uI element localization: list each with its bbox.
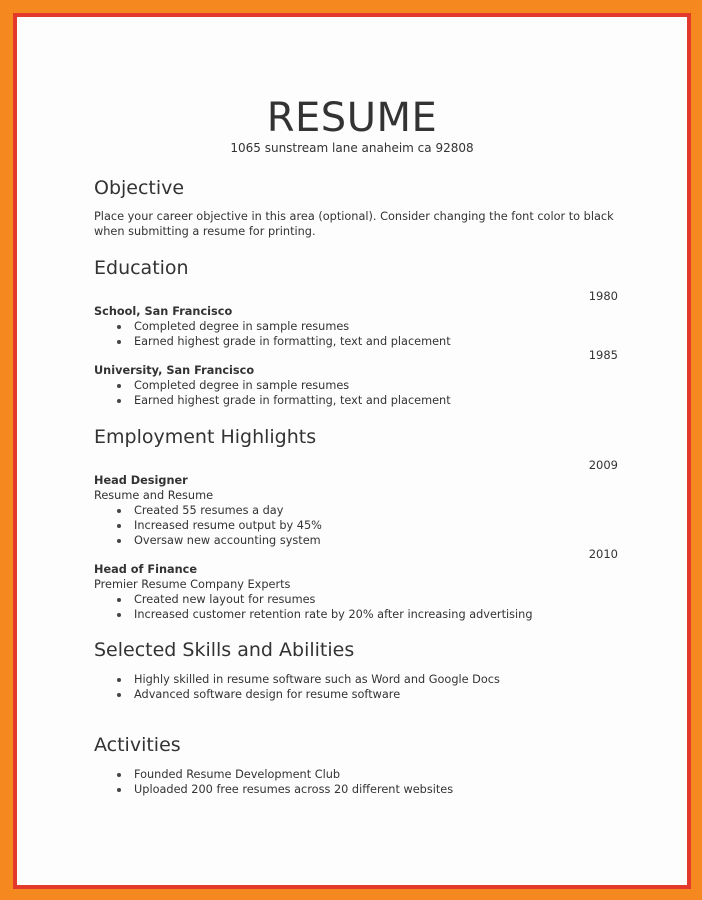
education-school: University, San Francisco	[94, 364, 255, 377]
address-line: 1065 sunstream lane anaheim ca 92808	[230, 141, 474, 155]
education-year: 1985	[588, 348, 618, 362]
list-item: Earned highest grade in formatting, text and placement	[114, 334, 451, 349]
skills-bullets	[114, 672, 500, 702]
education-school: School, San Francisco	[94, 305, 233, 318]
company-name: Premier Resume Company Experts	[94, 578, 291, 591]
education-bullets	[114, 378, 451, 408]
skills-heading: Selected Skills and Abilities	[94, 639, 355, 661]
employment-bullets	[114, 592, 533, 622]
activities-heading: Activities	[94, 734, 181, 756]
employment-bullets	[114, 503, 322, 548]
education-heading: Education	[94, 257, 189, 279]
list-item: Increased customer retention rate by 20% after increasing advertising	[114, 607, 533, 622]
document-frame	[13, 13, 691, 889]
resume-page	[17, 17, 687, 885]
job-title: Head of Finance	[94, 563, 198, 576]
list-item: Highly skilled in resume software such as Word and Google Docs	[114, 672, 500, 687]
list-item: Increased resume output by 45%	[114, 518, 322, 533]
education-year: 1980	[588, 289, 618, 303]
employment-year: 2010	[588, 547, 618, 561]
list-item: Advanced software design for resume software	[114, 687, 500, 702]
education-bullets	[114, 319, 451, 349]
resume-title: RESUME	[266, 95, 438, 141]
list-item: Created 55 resumes a day	[114, 503, 322, 518]
list-item: Completed degree in sample resumes	[114, 319, 451, 334]
list-item: Completed degree in sample resumes	[114, 378, 451, 393]
employment-year: 2009	[588, 458, 618, 472]
company-name: Resume and Resume	[94, 489, 214, 502]
list-item: Uploaded 200 free resumes across 20 different websites	[114, 782, 453, 797]
job-title: Head Designer	[94, 474, 188, 487]
objective-heading: Objective	[94, 177, 185, 199]
list-item: Earned highest grade in formatting, text and placement	[114, 393, 451, 408]
list-item: Oversaw new accounting system	[114, 533, 322, 548]
activities-bullets	[114, 767, 453, 797]
employment-heading: Employment Highlights	[94, 426, 317, 448]
list-item: Created new layout for resumes	[114, 592, 533, 607]
objective-text: Place your career objective in this area (optional). Consider changing the font color to black when submitting a resume for printing.	[94, 210, 614, 238]
list-item: Founded Resume Development Club	[114, 767, 453, 782]
